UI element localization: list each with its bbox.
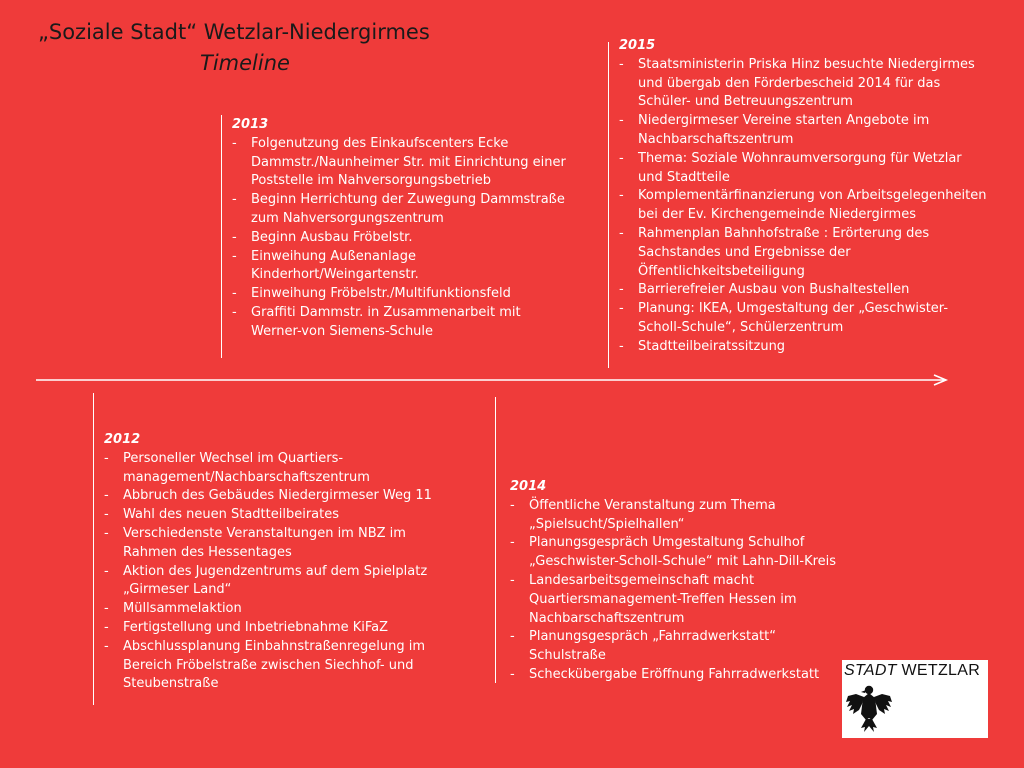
event-item: - Landesarbeitsgemeinschaft macht Quartiersmanagement-Treffen Hessen im Nachbarschaftszentrum — [510, 572, 840, 628]
year-label-2015: 2015 — [619, 38, 656, 53]
connector-2015 — [608, 42, 609, 368]
page-title: „Soziale Stadt“ Wetzlar-Niedergirmes — [38, 20, 430, 44]
event-item: - Planung: IKEA, Umgestaltung der „Geschwister-Scholl-Schule“, Schülerzentrum — [619, 300, 989, 338]
event-item: - Verschiedenste Veranstaltungen im NBZ im Rahmen des Hessentages — [104, 525, 434, 563]
timeline-entry-2013 — [232, 116, 572, 342]
event-item: - Folgenutzung des Einkaufscenters Ecke Dammstr./Naunheimer Str. mit Einrichtung einer Poststelle im Nahversorgungsbetrieb — [232, 135, 572, 191]
year-label-2012: 2012 — [104, 432, 141, 447]
event-item: - Planungsgespräch Umgestaltung Schulhof „Geschwister-Scholl-Schule“ mit Lahn-Dill-Kreis — [510, 534, 840, 572]
timeline-entry-2015 — [619, 37, 989, 357]
connector-2014 — [495, 397, 496, 683]
event-item: - Abbruch des Gebäudes Niedergirmeser Weg 11 — [104, 487, 434, 506]
event-list-2015 — [619, 56, 989, 357]
event-item: - Öffentliche Veranstaltung zum Thema „Spielsucht/Spielhallen“ — [510, 497, 840, 535]
event-item: - Aktion des Jugendzentrums auf dem Spielplatz „Girmeser Land“ — [104, 563, 434, 601]
event-item: - Personeller Wechsel im Quartiers-management/Nachbarschaftszentrum — [104, 450, 434, 488]
year-label-2013: 2013 — [232, 117, 269, 132]
connector-2013 — [221, 115, 222, 358]
logo-word-wetzlar: WETZLAR — [901, 662, 981, 679]
event-item: - Einweihung Fröbelstr./Multifunktionsfeld — [232, 285, 572, 304]
event-item: - Beginn Ausbau Fröbelstr. — [232, 229, 572, 248]
event-item: - Wahl des neuen Stadtteilbeirates — [104, 506, 434, 525]
logo-text — [844, 662, 980, 680]
event-item: - Staatsministerin Priska Hinz besuchte Niedergirmes und übergab den Förderbescheid 2014 für das Schüler- und Betreuungszentrum — [619, 56, 989, 112]
event-item: - Einweihung Außenanlage Kinderhort/Weingartenstr. — [232, 248, 572, 286]
event-item: - Scheckübergabe Eröffnung Fahrradwerkstatt — [510, 666, 840, 685]
event-item: - Abschlussplanung Einbahnstraßenregelung im Bereich Fröbelstraße zwischen Siechhof- und Steubenstraße — [104, 638, 434, 694]
page-subtitle: Timeline — [200, 51, 290, 75]
event-list-2013 — [232, 135, 572, 342]
eagle-icon — [844, 682, 894, 734]
event-item: - Niedergirmeser Vereine starten Angebote im Nachbarschaftszentrum — [619, 112, 989, 150]
event-item: - Komplementärfinanzierung von Arbeitsgelegenheiten bei der Ev. Kirchengemeinde Niedergirmes — [619, 187, 989, 225]
event-item: - Beginn Herrichtung der Zuwegung Dammstraße zum Nahversorgungszentrum — [232, 191, 572, 229]
event-item: - Fertigstellung und Inbetriebnahme KiFaZ — [104, 619, 434, 638]
event-item: - Stadtteilbeiratssitzung — [619, 338, 989, 357]
logo-word-stadt: STADT — [844, 662, 897, 679]
event-item: - Graffiti Dammstr. in Zusammenarbeit mit Werner-von Siemens-Schule — [232, 304, 572, 342]
event-item: - Rahmenplan Bahnhofstraße : Erörterung des Sachstandes und Ergebnisse der Öffentlichkeitsbeteiligung — [619, 225, 989, 281]
timeline-axis-arrow — [36, 374, 950, 388]
event-item: - Planungsgespräch „Fahrradwerkstatt“ Schulstraße — [510, 628, 840, 666]
event-list-2012 — [104, 450, 434, 694]
event-item: - Müllsammelaktion — [104, 600, 434, 619]
event-item: - Thema: Soziale Wohnraumversorgung für Wetzlar und Stadtteile — [619, 150, 989, 188]
timeline-entry-2014 — [510, 478, 840, 685]
timeline-entry-2012 — [104, 431, 434, 694]
connector-2012 — [93, 393, 94, 705]
stadt-wetzlar-logo — [842, 660, 988, 738]
year-label-2014: 2014 — [510, 479, 547, 494]
event-item: - Barrierefreier Ausbau von Bushaltestellen — [619, 281, 989, 300]
event-list-2014 — [510, 497, 840, 685]
